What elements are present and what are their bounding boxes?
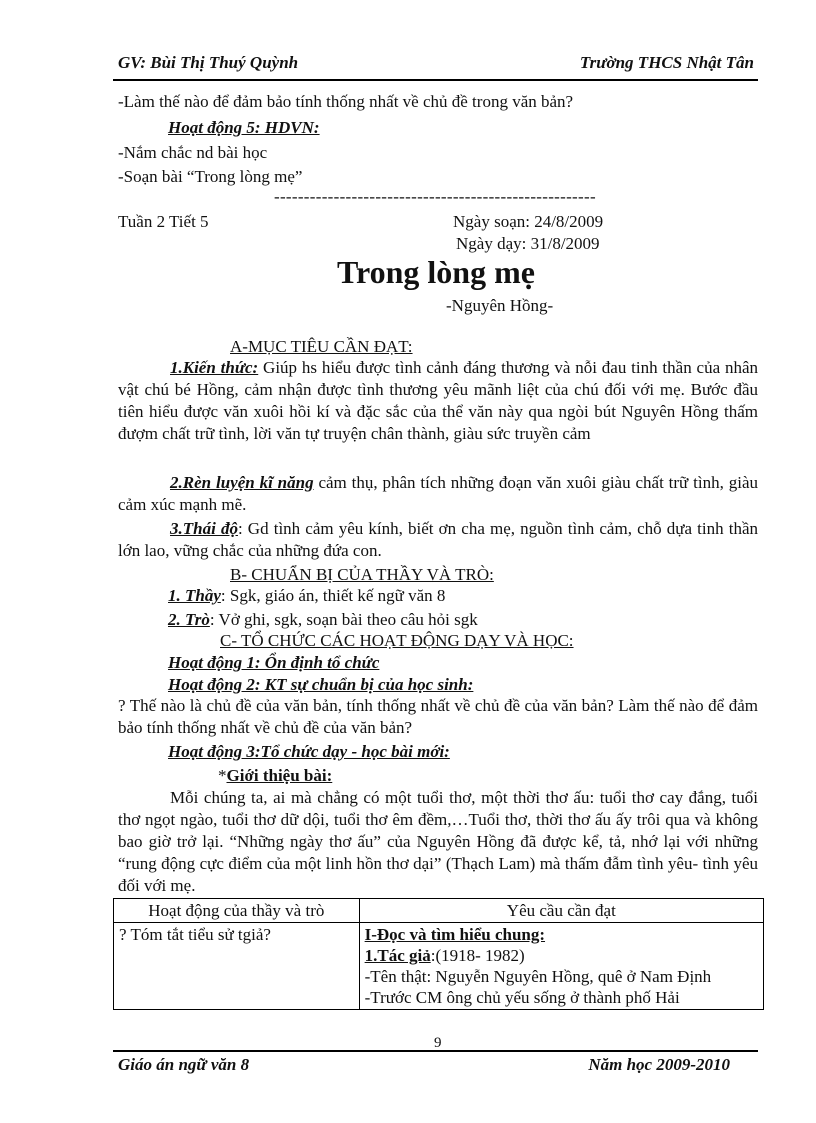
check-question: ? Thế nào là chủ đề của văn bản, tính thống nhất về chủ đề của văn bản? Làm thế nào để đảm bảo tính thống nhất về chủ đề của văn bản? (118, 696, 758, 737)
teacher-label: 1. Thầy (168, 586, 221, 605)
table-col-requirements: Yêu cầu cần đạt (359, 899, 763, 923)
activity-table (113, 898, 764, 1010)
table-col-activities: Hoạt động của thầy và trò (114, 899, 360, 923)
separator: ------------------------------------------------------ (274, 187, 596, 206)
attitude-text: : Gd tình cảm yêu kính, biết ơn cha mẹ, nguồn tình cảm, chỗ dựa tinh thần lớn lao, vững chắc của những đứa con. (118, 519, 758, 560)
knowledge-label: 1.Kiến thức: (170, 358, 259, 377)
table-cell-answer (359, 923, 763, 1010)
page-number: 9 (434, 1035, 442, 1051)
student-prep (168, 609, 478, 631)
attitude-label: 3.Thái độ (170, 519, 238, 538)
section-b-heading: B- CHUẨN BỊ CỦA THẦY VÀ TRÒ: (230, 565, 494, 584)
answer-author-line (365, 945, 758, 966)
footer-rule (113, 1050, 758, 1052)
date-teach: Ngày dạy: 31/8/2009 (456, 234, 600, 253)
table-header-row (114, 899, 764, 923)
knowledge-paragraph (118, 357, 758, 445)
answer-heading: I-Đọc và tìm hiểu chung: (364, 925, 546, 944)
teacher-text: : Sgk, giáo án, thiết kế ngữ văn 8 (220, 586, 446, 605)
answer-line-2: -Tên thật: Nguyễn Nguyên Hồng, quê ở Nam Định (364, 967, 712, 986)
prev-line-3: -Soạn bài “Trong lòng mẹ” (118, 167, 303, 186)
answer-line-3: -Trước CM ông chủ yếu sống ở thành phố Hải (364, 988, 680, 1007)
lesson-author: -Nguyên Hồng- (446, 296, 554, 315)
section-a-heading: A-MỤC TIÊU CẦN ĐẠT: (230, 337, 413, 356)
skills-text: cảm thụ, phân tích những đoạn văn xuôi giàu chất trữ tình, giàu cảm xúc mạnh mẽ. (118, 473, 758, 514)
lesson-title: Trong lòng mẹ (337, 254, 535, 290)
date-prepare: Ngày soạn: 24/8/2009 (453, 212, 604, 231)
activity-2: Hoạt động 2: KT sự chuẩn bị của học sinh: (168, 675, 474, 694)
attitude-paragraph (118, 518, 758, 562)
teacher-prep (168, 585, 445, 607)
intro-star: * (218, 766, 227, 785)
answer-author-label: 1.Tác giả (364, 946, 431, 965)
table-row (114, 923, 764, 1010)
intro-heading (218, 765, 332, 787)
footer-left: Giáo án ngữ văn 8 (118, 1055, 250, 1074)
activity-1: Hoạt động 1: Ổn định tổ chức (168, 653, 380, 672)
skills-paragraph (118, 472, 758, 516)
student-label: 2. Trò (168, 610, 210, 629)
footer-right: Năm học 2009-2010 (588, 1055, 730, 1074)
knowledge-text: Giúp hs hiểu được tình cảnh đáng thương và nỗi đau tinh thần của nhân vật chú bé Hồng, cảm nhận được tình thương yêu mãnh liệt của chú đối với mẹ. Bước đầu tiên hiểu được văn xuôi hồi kí và đặc sắc của thể văn này qua ngòi bút Nguyên Hồng thấm đượm chất trữ tình, lời văn tự truyện chân thành, giàu sức truyền cảm (118, 358, 758, 443)
activity-3: Hoạt động 3:Tổ chức dạy - học bài mới: (168, 742, 450, 761)
week-period: Tuần 2 Tiết 5 (118, 212, 209, 231)
table-cell-question: ? Tóm tắt tiểu sử tgiả? (114, 923, 360, 1010)
prev-question: -Làm thế nào để đảm bảo tính thống nhất về chủ đề trong văn bản? (118, 92, 574, 111)
prev-line-2: -Nắm chắc nd bài học (118, 143, 268, 162)
section-c-heading: C- TỔ CHỨC CÁC HOẠT ĐỘNG DẠY VÀ HỌC: (220, 631, 574, 650)
header-teacher: GV: Bùi Thị Thuý Quỳnh (118, 53, 299, 72)
prev-activity-5: Hoạt động 5: HDVN: (168, 118, 320, 137)
intro-label: Giới thiệu bài: (226, 766, 333, 785)
answer-author-years: :(1918- 1982) (430, 946, 525, 965)
student-text: : Vở ghi, sgk, soạn bài theo câu hỏi sgk (209, 610, 478, 629)
header-school: Trường THCS Nhật Tân (579, 53, 754, 72)
intro-paragraph: Mỗi chúng ta, ai mà chẳng có một tuổi thơ, một thời thơ ấu: tuổi thơ cay đắng, tuổi thơ ngọt ngào, tuổi thơ dữ dội, tuổi thơ êm đềm,…Tuổi thơ, thời thơ ấu ấy trôi qua và không bao giờ trở lại. “Những ngày thơ ấu” của Nguyên Hồng đã được kể, tả, nhớ lại với những “rung động cực điểm của một linh hồn thơ dại” (Thạch Lam) mà thấm đẫm tình yêu- tình yêu đối với mẹ. (118, 788, 758, 895)
skills-label: 2.Rèn luyện kĩ năng (170, 473, 314, 492)
header-rule (113, 79, 758, 81)
